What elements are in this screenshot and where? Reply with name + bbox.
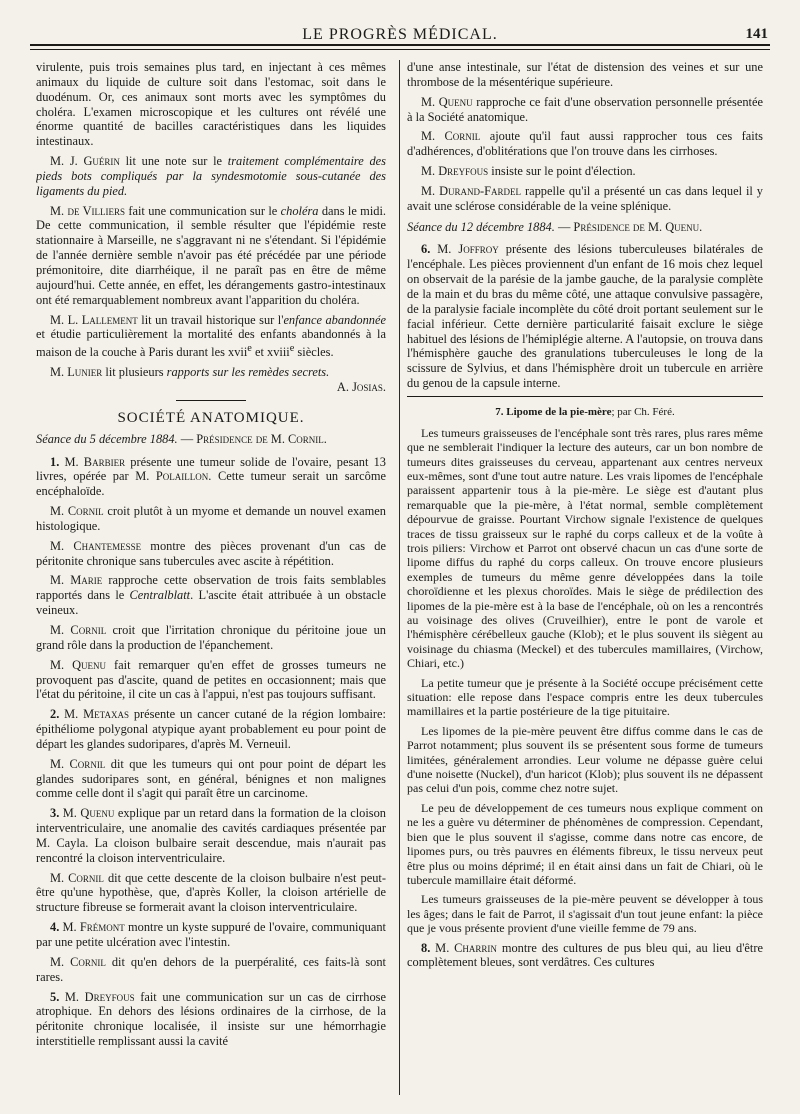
paragraph — [407, 95, 763, 125]
paragraph-text: La petite tumeur que je présente à la Société occupe précisément cette situation: elle repose dans l'espace compris entre les deux tubercules mamillaires et la partie postérieure de la tige pituitaire. — [407, 675, 763, 719]
seance-presidence: — Présidence de M. Cornil. — [177, 431, 327, 446]
topic-text: enfance abandonnée — [283, 312, 386, 327]
work-title: traitement complémentaire des pieds bots compliqués par la syndesmotomie sous-cutanée des ligaments du pied. — [36, 154, 386, 198]
article-heading — [407, 405, 763, 420]
paragraph-text: dit que cette descente de la cloison bulbaire n'est peut-être qu'une hypothèse, que, d'après Koller, la cloison artérielle de structure fibreuse se formerait avant la cloison interventriculaire. — [36, 870, 386, 915]
author-name: M. Cornil — [50, 870, 104, 885]
paragraph-text: Les tumeurs graisseuses de la pie-mère peuvent se développer à tous les âges; dans le fait de Parrot, il s'agissait d'un tout jeune enfant: la pièce que je vous présente provient d'une vieille femme de 79 ans. — [407, 892, 763, 936]
author-name: M. Dreyfous — [59, 989, 135, 1004]
item-number: 4. — [50, 920, 60, 935]
author-name: M. Marie — [50, 573, 103, 588]
seance-presidence: — Présidence de M. Quenu. — [554, 219, 703, 234]
paragraph-text: et étudie particulièrement la mortalité des enfants abandonnés à la maison de la couche à Paris durant les xvii — [36, 327, 386, 360]
paragraph — [36, 539, 386, 569]
article-body — [407, 426, 763, 936]
author-name: M. Barbier — [59, 454, 126, 469]
paragraph-text: explique par un retard dans la formation de la cloison interventriculaire, une anomalie des cavités cardiaques présentée par M. Cayla. La cloison bulbaire serait descendue, mais n'aurait pas rencontré la cloison interventriculaire. — [36, 806, 386, 865]
journal-title: LE PROGRÈS MÉDICAL. — [302, 26, 498, 43]
author-name: M. Cornil — [50, 756, 106, 771]
paragraph — [36, 60, 386, 149]
paragraph-text: rappelle qu'il a présenté un cas dans lequel il y avait une sclérose considérable de la veine splénique. — [407, 183, 763, 213]
paragraph-text: Le peu de développement de ces tumeurs nous explique comment on ne les a guère vu déterminer de phénomènes de compression. Cependant, bien que le plus souvent il s'agisse, comme dans notre cas encore, de lipomes purs, ou très pauvres en éléments fibreux, le tissu nerveux peut être plus ou moins déprimé; il en était ainsi dans un fait de Chiari, où le tubercule mamillaire était déformé. — [407, 800, 763, 887]
subsection-rule — [407, 396, 763, 397]
journal-name: Centralblatt — [129, 588, 191, 603]
paragraph-text: dit que les tumeurs qui ont pour point de départ les glandes sudoripares sont, en général, bénignes et non malignes comme celle dont il s'agit qui paraît être un carcinome. — [36, 756, 386, 801]
paragraph — [407, 242, 763, 390]
left-column — [36, 60, 386, 1100]
item-number: 2. — [50, 707, 60, 722]
topic-text: choléra — [280, 203, 319, 218]
paragraph — [36, 920, 386, 950]
author-name: M. Cornil — [50, 504, 104, 519]
paragraph-text: insiste sur le point d'élection. — [488, 164, 636, 179]
author-name: M. Durand-Fardel — [421, 183, 522, 198]
paragraph-text: rapproche ce fait d'une observation personnelle présentée à la Société anatomique. — [407, 94, 763, 124]
paragraph — [407, 129, 763, 159]
paragraph — [36, 707, 386, 752]
paragraph-text: siècles. — [294, 345, 334, 360]
right-column — [407, 60, 763, 1100]
paragraph-text: lit plusieurs — [102, 365, 167, 380]
section-title: SOCIÉTÉ ANATOMIQUE. — [117, 409, 305, 426]
paragraph — [407, 892, 763, 935]
superscript: e — [247, 343, 252, 355]
paragraph — [36, 623, 386, 653]
page-number: 141 — [745, 26, 768, 42]
author-name: M. Quenu — [421, 94, 473, 109]
paragraph-text: présente des lésions tuberculeuses bilatérales de l'encéphale. Les pièces proviennent d'un enfant de 16 mois chez lequel on observait de la parésie de la jambe gauche, de la paralysie complète de la main et du bras du même côté, une attaque convulsive passagère, de la paralysie faciale incomplète du côté droit portant seulement sur le facial inférieur. Cette dernière particularité faisait exclure le siège habituel des lésions de l'hémiplégie alterne. A l'autopsie, on trouva dans l'hémisphère gauche des granulations tuberculeuses le long de la scissure de Sylvius, et dans l'hémisphère droit un tubercule en arrière du genou de la capsule interne. — [407, 242, 763, 391]
paragraph-text: . L'ascite était attribuée à un obstacle veineux. — [36, 588, 386, 618]
seance-date: Séance du 12 décembre 1884. — [407, 219, 555, 234]
paragraph-text: dit qu'en dehors de la puerpéralité, ces faits-là sont rares. — [36, 954, 386, 984]
paragraph-text: Les lipomes de la pie-mère peuvent être diffus comme dans le cas de Parrot notamment; plus souvent ils se présentent sous forme de tumeurs limitées, généralement arrondies. Leur volume ne dépasse guère celui d'une noisette (Nuckel), d'un haricot (Klob); plus souvent ils ne dépassent pas celui d'un pois, comme chez notre sujet. — [407, 723, 763, 796]
author-name: M. J. Guérin — [50, 154, 120, 169]
paragraph-text: d'une anse intestinale, sur l'état de distension des veines et sur une thrombose de la mésentérique supérieure. — [407, 60, 763, 89]
paragraph — [36, 871, 386, 916]
paragraph — [407, 426, 763, 671]
paragraph-text: rapproche cette observation de trois faits semblables rapportés dans le — [36, 573, 386, 603]
paragraph — [407, 801, 763, 887]
author-name: M. Charrin — [430, 940, 497, 955]
paragraph — [407, 676, 763, 719]
author-name: M. Dreyfous — [421, 164, 489, 179]
paragraph — [36, 365, 386, 380]
paragraph-text: croit plutôt à un myome et demande un nouvel examen histologique. — [36, 504, 386, 533]
author-name: M. Cornil — [50, 622, 107, 637]
paragraph-text: virulente, puis trois semaines plus tard, en injectant à ces mêmes animaux du liquide de culture soit dans l'estomac, soit dans le duodénum. Or, ces animaux sont morts avec les symptômes du choléra. L'examen microscopique et les cultures ont révélé une énorme quantité de bacilles caractéristiques dans les liquides intestinaux. — [36, 60, 386, 149]
paragraph — [36, 990, 386, 1049]
item-number: 1. — [50, 454, 60, 469]
paragraph-text: croit que l'irritation chronique du péritoine joue un grand rôle dans la production de l'épanchement. — [36, 622, 386, 652]
paragraph — [36, 806, 386, 865]
paragraph — [36, 455, 386, 500]
author-name: M. Cornil — [421, 129, 481, 144]
item-number: 5. — [50, 989, 60, 1004]
seance-line — [36, 432, 386, 447]
author-name: M. de Villiers — [50, 203, 126, 218]
paragraph-text: présente un cancer cutané de la région lombaire: épithéliome polygonal atypique ayant probablement eu pour point de départ les glandes sudoripares, d'après M. Verneuil. — [36, 707, 386, 751]
item-number: 6. — [421, 242, 431, 257]
paragraph-text: montre des pièces provenant d'un cas de péritonite chronique sans tubercules avec ascite à répétition. — [36, 538, 386, 568]
article-author: ; par Ch. Féré. — [611, 405, 675, 418]
paragraph — [407, 164, 763, 179]
paragraph — [36, 658, 386, 703]
author-name: M. Joffroy — [430, 242, 499, 257]
item-number: 7. — [495, 405, 504, 418]
header-rule — [30, 44, 770, 50]
section-rule — [176, 400, 246, 401]
paragraph-text: dans le midi. De cette communication, il semble résulter que l'épidémie reste stationnaire à Marseille, ne s'aggravant ni ne s'étendant. Si l'épidémie de l'année dernière semble n'avoir pas été précédée par une période prémonitoire, dite diarrhéique, il ne paraît pas en être de même aujourd'hui. Cette année, en effet, les dérangements gastro-intestinaux ont été remarquablement nombreux avant l'apparition du choléra. — [36, 203, 386, 307]
paragraph — [36, 504, 386, 534]
author-name: M. Chantemesse — [50, 538, 142, 553]
seance-line — [407, 220, 763, 235]
paragraph — [407, 724, 763, 796]
paragraph-text: fait une communication sur le — [125, 203, 281, 218]
item-number: 3. — [50, 806, 60, 821]
seance-date: Séance du 5 décembre 1884. — [36, 431, 178, 446]
paragraph-text: et xviii — [251, 345, 290, 360]
paragraph — [36, 757, 386, 802]
paragraph-text: montre un kyste suppuré de l'ovaire, communiquant par une petite ulcération avec l'intestin. — [36, 920, 386, 949]
author-name: M. Cornil — [50, 954, 106, 969]
author-name: M. Quenu — [50, 657, 107, 672]
paragraph-text: fait remarquer qu'en effet de grosses tumeurs ne provoquent pas d'ascite, quand de petites en occasionnent; mais que l'état du péritoine, il cite un cas à l'appui, n'est pas toujours suffisant. — [36, 657, 386, 702]
paragraph-text: Les tumeurs graisseuses de l'encéphale sont très rares, plus rares même que ne semblerait l'indiquer la lecture des auteurs, car un bon nombre de tumeurs dites graisseuses du cerveau, appartenant aux centres nerveux eux-mêmes, sont d'une tout autre nature. Les vrais lipomes de l'encéphale paraissent appartenir tous à la pie-mère. Le siège est d'autant plus remarquable que la pie-mère, à l'état normal, semble complètement dépourvue de graisse. Pourtant Virchow signale l'existence de quelques traces de tissu graisseux sur le raphé du corps calleux et de la voûte à trois piliers: Virchow et Parrot ont observé chacun un cas d'une sorte de lipome diffus du raphé du corps calleux. On trouve encore plusieurs exemples de tumeurs du même genre développées dans la toile choroïdienne et les plexus choroïdes. Mais le siège de prédilection des lipomes de la pie-mère est à la base de l'encéphale, où on les a rencontrés au voisinage des olives (Cruveilhier), entre le pont de varole et l'hémisphère cérébelleux gauche (Klob); et le plus souvent ils siègent au voisinage du chiasma (Meckel) et des tubercules mamillaires, (Virchow, Chiari, etc.) — [407, 425, 763, 671]
author-name: M. Quenu — [59, 806, 115, 821]
author-name: M. Metaxas — [59, 707, 129, 722]
superscript: e — [289, 343, 295, 355]
author-name: M. Polaillon — [135, 469, 209, 484]
paragraph-text: . Cette tumeur serait un sarcôme encéphaloïde. — [36, 469, 386, 499]
paragraph — [36, 955, 386, 985]
paragraph — [36, 154, 386, 199]
paragraph — [36, 204, 386, 308]
paragraph — [407, 184, 763, 214]
paragraph-text: lit un travail historique sur l' — [137, 312, 284, 327]
paragraph-text: montre des cultures de pus bleu qui, au lieu d'être complètement bleues, sont verdâtres. Ces cultures — [407, 940, 763, 970]
paragraph — [407, 60, 763, 90]
topic-text: rapports sur les remèdes secrets. — [166, 365, 330, 380]
paragraph — [36, 573, 386, 618]
author-name: M. Frémont — [59, 920, 125, 935]
signature: A. Josias. — [336, 380, 386, 394]
paragraph-text: ajoute qu'il faut aussi rapprocher tous ces faits d'adhérences, d'oblitérations que l'on trouve dans les cirrhoses. — [407, 129, 763, 159]
paragraph-text: lit une note sur le — [119, 154, 228, 169]
paragraph-text: présente une tumeur solide de l'ovaire, pesant 13 livres, opérée par — [36, 454, 386, 484]
paragraph-text: fait une communication sur un cas de cirrhose atrophique. En dehors des lésions ordinaires de la cirrhose, de la péritonite chronique localisée, il insiste sur une hémorrhagie interstitielle remplissant aussi la cavité — [36, 989, 386, 1049]
author-name: M. L. Lallement — [50, 312, 138, 327]
paragraph — [36, 313, 386, 361]
author-name: M. Lunier — [50, 365, 103, 380]
item-number: 8. — [421, 940, 431, 955]
article-title: Lipome de la pie-mère — [503, 405, 612, 418]
paragraph — [407, 941, 763, 971]
column-divider — [399, 60, 400, 1095]
